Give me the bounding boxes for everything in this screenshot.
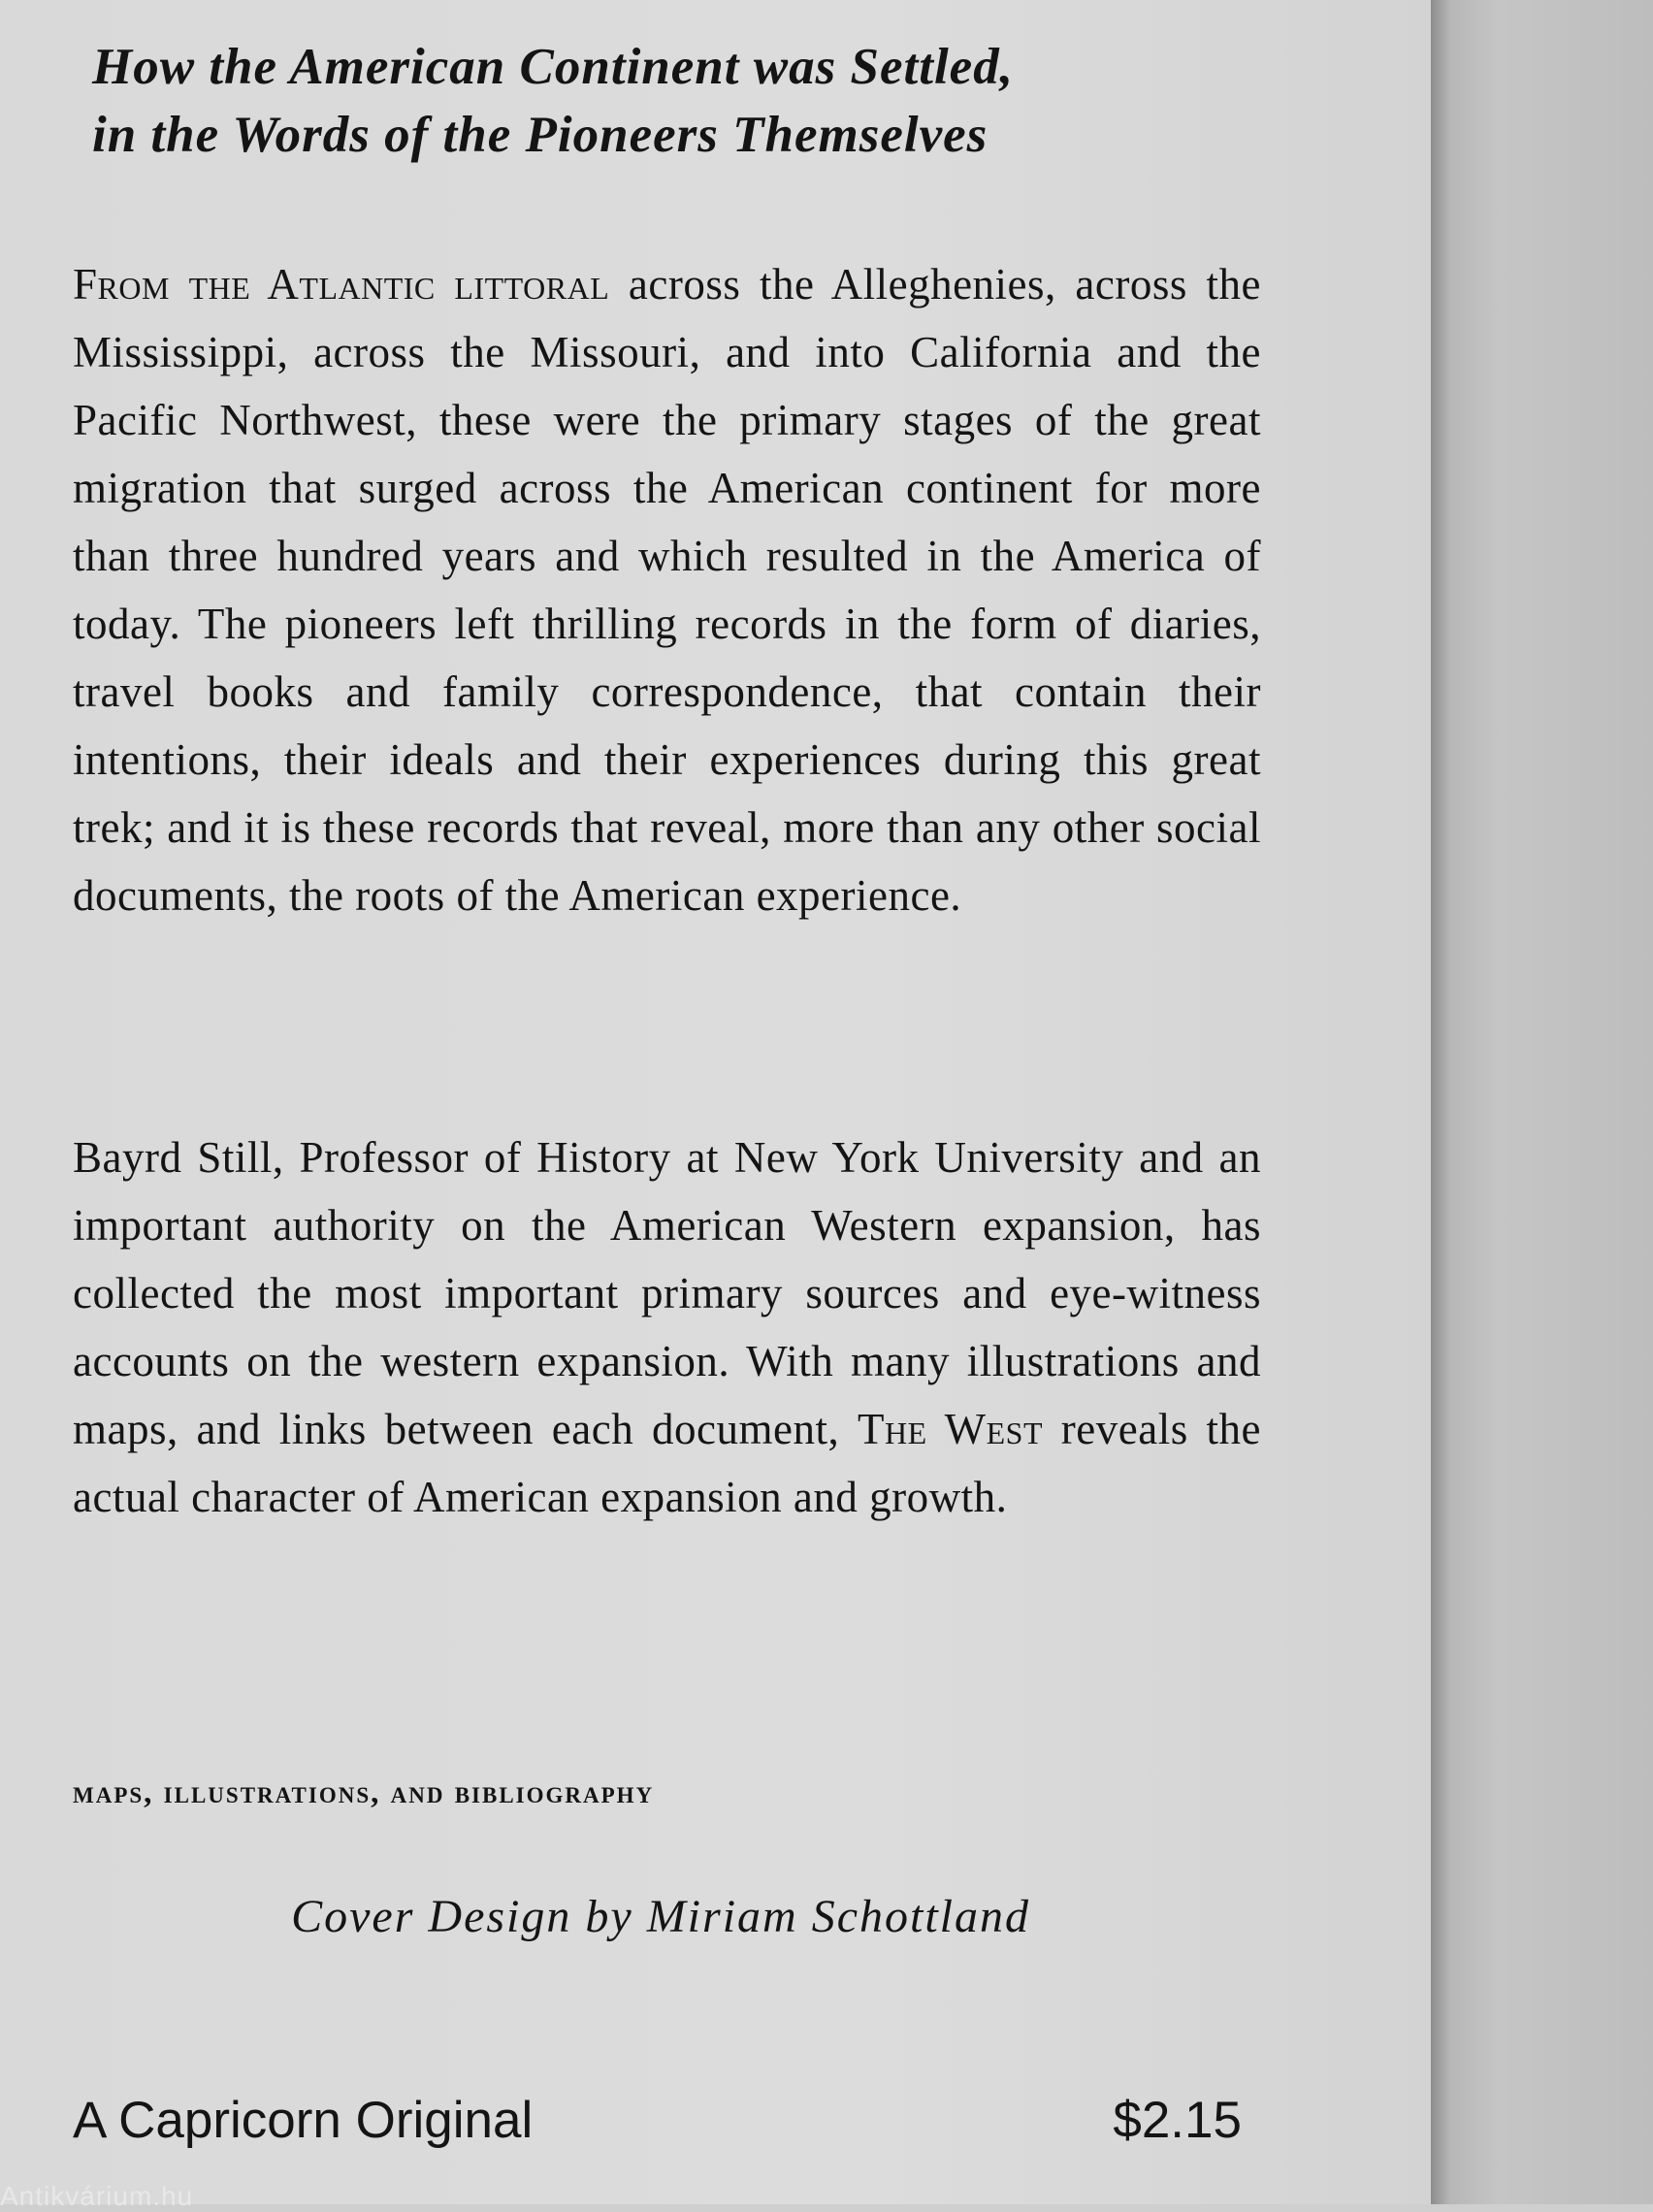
paragraph-2-text-before: Bayrd Still, Professor of History at New York University and an important authority on the American Western expansion, has collected the most important primary sources and eye-witness accounts on the western expansion. With many illustrations and maps, and links between each document, bbox=[73, 1133, 1261, 1453]
book-spine bbox=[1431, 0, 1653, 2204]
cover-design-credit: Cover Design by Miriam Schottland bbox=[291, 1891, 1030, 1942]
paragraph-1-text: across the Alleghenies, across the Mississippi, across the Missouri, and into California and the Pacific Northwest, these were the primary stages of the great migration that surged across the American continent for more than three hundred years and which resulted in the America of today. The pioneers left thrilling records in the form of diaries, travel books and family correspondence, that contain their intentions, their ideals and their experiences during this great trek; and it is these records that reveal, more than any other social documents, the roots of the American experience. bbox=[73, 260, 1261, 920]
headline-line-2: in the Words of the Pioneers Themselves bbox=[92, 107, 989, 163]
description-paragraph-2 bbox=[73, 1123, 1261, 1531]
book-title: The West bbox=[858, 1405, 1044, 1453]
contents-note: maps, illustrations, and bibliography bbox=[73, 1775, 655, 1810]
headline bbox=[92, 33, 1314, 169]
watermark: Antikvárium.hu bbox=[0, 2181, 194, 2211]
headline-line-1: How the American Continent was Settled, bbox=[92, 39, 1014, 95]
footer bbox=[73, 2091, 1242, 2150]
publisher-imprint: A Capricorn Original bbox=[73, 2092, 534, 2149]
paragraph-lead-in: From the Atlantic littoral bbox=[73, 260, 610, 309]
description-paragraph-1 bbox=[73, 250, 1261, 929]
price: $2.15 bbox=[1113, 2092, 1242, 2149]
paragraph-2-text-after: reveals the actual character of American expansion and growth. bbox=[73, 1405, 1261, 1521]
